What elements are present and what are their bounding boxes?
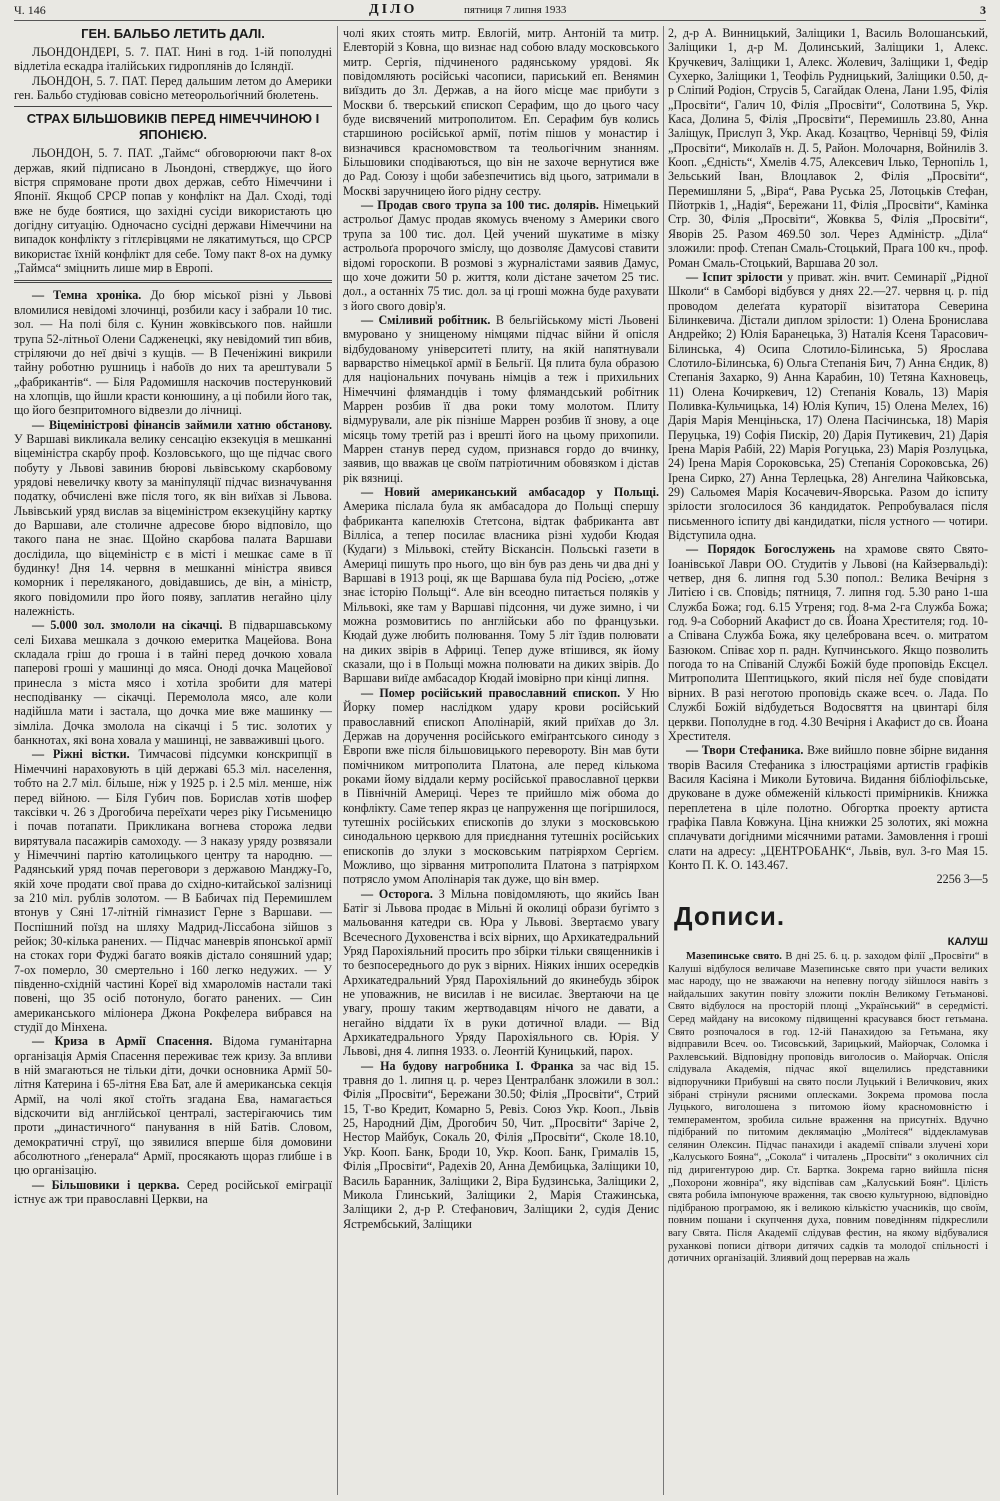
news-item bbox=[14, 1178, 332, 1207]
news-item-lead: — Порядок Богослужень bbox=[686, 542, 836, 557]
news-item-text: за час від 15. травня до 1. липня ц. р. через Централбанк зложили в зол.: Філія „Просвіти“, Бережани 30.50; Філія „Просвіти“, Стрий 15, Т-во Кредит, Комарно 5, Ревіз. Союз Укр. Кооп., Львів 25, Народний Дім, Дрогобич 50, Чит. „Просвіти“ Заріче 2, Нестор Майбук, Сокаль 20, Філія „Просвіти“, Сколе 18.10, Укр. Кооп. Банк, Броди 10, Укр. Кооп. Банк, Грималів 15, Філія „Просвіти“, Радехів 20, Анна Дембицька, Заліщики 10, Василь Баранник, Заліщики 2, Віра Будзинська, Заліщики 2, Микола Глинський, Заліщики 2, Марія Стажинська, Заліщики 2, д-р Р. Стефанович, Заліщики 2, судія Денис Ястрембський, Заліщики bbox=[343, 1058, 659, 1231]
news-item-lead: — Осторога. bbox=[361, 886, 433, 901]
news-item-lead: — Сміливий робітник. bbox=[361, 312, 491, 327]
news-item-lead: — Продав свого трупа за 100 тис. долярів. bbox=[361, 198, 599, 213]
news-item-lead: — Більшовики і церква. bbox=[32, 1177, 180, 1192]
headline-bolsheviks: СТРАХ БІЛЬШОВИКІВ ПЕРЕД НІМЕЧЧИНОЮ І ЯПОНІЄЮ. bbox=[26, 111, 320, 143]
news-item-lead: Мазепинське свято. bbox=[686, 950, 782, 962]
news-item bbox=[343, 313, 659, 485]
page-number: 3 bbox=[980, 3, 986, 17]
news-item-lead: — Криза в Армії Спасення. bbox=[32, 1034, 213, 1049]
news-item bbox=[343, 887, 659, 1059]
news-item bbox=[14, 288, 332, 417]
news-item-text: Вже вийшло повне збірне видання творів Василя Стефаника з ілюстраціями артистів графіків Василя Касіяна і Миколи Бутовича. Видання бібліофільське, друковане в дуже обмеженій кількості примірників. Книжка переплетена в ціле полотно. Обгортка проекту артиста графіка Павла Ковжуна. Ціна книжки 25 золотих, які можна сплачувати догідними місячними ратами. Замовлення і гроші слати на адресу: „ЦЕНТРОБАНК“, Львів, вул. 3-го Мая 15. Конто П. К. О. 143.467. bbox=[668, 743, 988, 872]
news-item-text: У Варшаві викликала велику сенсацію екзекуція в мешканні віцеміністра скарбу проф. Козловського, що ще підчас свого побуту у Львові завинив бюрові львівському скарбовому урядові невеличку квоту за маніпуляції підчас визначування податку, обчислені вже після того, як він виїхав зі Львова. Львівський уряд вислав за віцеміністром екзекуційну картку до Варшави, але столичне адресове бюро відповіло, що такого пана не знає. Щойно скарбова палата Варшави дослідила, що віцеміністр є в місті і мешкає саме в її будинку! Дня 14. червня в мешканні міністра явився коморник і переляканого, довідавшись, де він, а міністр, якого повідомили про його появу, заплатив негайно цілу належність. bbox=[14, 431, 332, 619]
headline-balbo: ГЕН. БАЛЬБО ЛЕТИТЬ ДАЛІ. bbox=[81, 26, 265, 41]
news-item bbox=[343, 1059, 659, 1231]
news-item-text: Відома гуманітарна організація Армія Спасення переживає теж кризу. За впливи в ній змагаються не тільки діти, дочки основника Армії 50-літня Катерина і 65-літня Ева Бат, але й американська секція Армії, на чолі якої стоїть згадана Ева, намагається відскочити від англійської централі, застерігаючись тим проти „династичного“ панування в ній Батів. Словом, демократичні струї, що зявилися вперше біля домовини абсолютного „ґенерала“ Армії, просякають щораз глибше і в цю організацію. bbox=[14, 1034, 332, 1178]
masthead bbox=[14, 0, 986, 21]
ad-code: 2256 3—5 bbox=[936, 872, 988, 887]
article-paragraph: чолі яких стоять митр. Евлогій, митр. Антоній та митр. Елевторій з Ковна, що визнає над собою владу московського митр. Сергія, підчиненого радянському урядові. Як повідомляють російські часописи, париський еп. Венямин виїздить до Зл. Держав, а на його місце має прибути з Москви б. тверський єпископ Серафим, що до цього часу буде висвячений митрополитом. Еп. Серафим був колись старшиною російської армії, потім пішов у монастир і визначився красномовством та теольогічним знанням. Більшовики сподіваються, що він не захоче вернутися вже до Рад. Союзу і щоби забезпечитись від цього, затримали в Москві заручницею його рідну сестру. bbox=[343, 26, 659, 198]
column-divider bbox=[337, 26, 338, 1495]
news-item-lead: — Помер російський православний єпископ. bbox=[361, 685, 621, 700]
news-item-text: В бельгійському місті Льовені вмуровано у знищеному німцями підчас війни й опісля відбудованому університеті плиту, на якій напятнували варварство німецької армії в Бельгії. Ця плита була образою для національних почувань німців а теж і прихильних Німеччині флямандців і тому флямандський робітник Маррен розбив її два роки тому молотом. Плиту відмурували, але рік пізніше Маррен розбив її знову, а оце місяць тому третій раз і врешті його на цьому прихопили. Маррен станув перед судом, признався гордо до вчинку, заявив, що вважав це своїм патріотичним обовязком і дістав рік вязниці. bbox=[343, 312, 659, 485]
news-item-lead: — Новий американський амбасадор у Польщі. bbox=[361, 485, 659, 499]
news-item-lead: — Ріжні вістки. bbox=[32, 747, 130, 762]
news-item-lead: — На будову нагробника І. Франка bbox=[361, 1058, 574, 1073]
news-item bbox=[14, 618, 332, 747]
section-title-dopysy: Дописи. bbox=[674, 900, 786, 931]
news-item-text: у приват. жін. вчит. Семинарії „Рідної Школи“ в Самборі відбувся у днях 22.—27. червня ц. р. під проводом делеґата кураторії візитатора Северина Білинкевича. Дістали диплом зрілости: 1) Олена Бронислава Андрейко; 2) Юлія Баранецька, 3) Наталія Ксеня Тарасович-Білинська, 4) Осипа Слотило-Білинська, 5) Ярослава Слотило-Білинська, 6) Ольга Степанія Бич, 7) Анна Єндик, 8) Степанія Захарко, 9) Анна Карабин, 10) Тетяна Кахновець, 11) Олена Кочиркевич, 12) Степанія Коваль, 13) Марія Поливка-Кульчицька, 14) Юлія Купич, 15) Олена Мелех, 16) Дарія Марія Менціньска, 17) Олена Пасічинська, 18) Марія Перуцька, 19) Софія Пискір, 20) Дарія Путикевич, 21) Дарія Ірена Марія Рабій, 22) Марія Рогуцька, 23) Марія Розлуцька, 24) Ірена Марія Сороковська, 25) Степанія Сороковська, 26) Ірена Сирко, 27) Анна Терлецька, 28) Ангелина Чайковська, 29) Сальомея Марія Косачевич-Яворська. Разом до іспиту зрілости зголосилося 36 кандидаток. Репробувалася після письменного іспиту дві кандидатки, після устного — чотири. Відступила одна. bbox=[668, 269, 988, 543]
news-item-lead: — 5.000 зол. змололи на сікачці. bbox=[32, 618, 223, 633]
news-item bbox=[343, 198, 659, 313]
article-paragraph: 2, д-р А. Винницький, Заліщики 1, Василь Волошанський, Заліщики 1, д-р М. Долинський, Заліщики 1, Алекс. Кручкевич, Заліщики 1, Алекс. Жолевич, Заліщики 1, Федір Сухерко, Заліщики 1, Теофіль Рудницький, Заліщики 0.50, д-р Сліпий Родіон, Струсів 5, Сагайдак Олена, Лани 1.95, Філія „Просвіти“, Галич 10, Філія „Просвіти“, Солотвина 5, Укр. Каса, Долина 5, Філія „Просвіти“, Перемишль 23.80, Анна Заліщук, Прислуп 3, Укр. Акад. Козацтво, Чернівці 59, Філія „Просвіти“, Миколаїв н. Д. 5, Район. Молочарня, Войнилів 3. Кооп. „Єдність“, Хмелів 4.75, Алексевич Ілько, Тернопіль 1, Зельський Іван, Влоцлавок 2, Філія „Просвіти“, Перемишляни 5, „Віра“, Рава Руська 25, Лотоцьків Стефан, Пйотрків 1, „Надія“, Бережани 11, Філія „Просвіти“, Камінка Стр. 30, Філія „Просвіти“, Жовква 5, Філія „Просвіти“, Яворів 25. Разом 469.50 зол. Через Адміністр. „Діла“ зложили: проф. Степан Смаль-Стоцький, Прага 100 кч., проф. Роман Смаль-Стоцький, Варшава 20 зол. bbox=[668, 26, 988, 270]
news-item bbox=[14, 418, 332, 619]
column-3 bbox=[668, 26, 988, 1495]
news-item bbox=[343, 485, 659, 686]
news-item bbox=[343, 686, 659, 887]
news-item-lead: — Твори Стефаника. bbox=[686, 743, 804, 758]
column-2 bbox=[343, 26, 659, 1495]
news-item bbox=[14, 1034, 332, 1177]
news-item bbox=[668, 270, 988, 543]
news-item-text: Америка післала була як амбасадора до Польщі спершу фабриканта капелюхів Стетсона, відтак фабриканта авт Вілліса, а тепер посилає власника різні худоби Кюдая (Кудаги) з Мільвокі, стейту Віскансін. Польські газети в Америці пишуть про нього, що він був раз день чи два дні у Варшаві в 1913 році, як ще Варшава була під Росією, „отже знає історію Польщі“. Але він всеодно питається поляків у Мільвокі, яке там у Варшаві підсоння, чи дуже зимно, і чи можна розмовитись по англійськи або по французьки. Кюдай дуже любить полювання. Тому 5 літ їздив полювати на диких звірів в Африці. Тепер дуже втішився, як йому сказали, що і в Польщі можна полювати на диких звірів. До Варшави виїде амбасадор Кюдай імовірно при кінці липня. bbox=[343, 499, 659, 686]
article-paragraph: ЛЬОНДОН, 5. 7. ПАТ. „Таймс“ обговорюючи пакт 8-ох держав, який підписано в Льондоні, стверджує, що його вістря спрямоване проти двох держав, себто Німеччини і Японії. Якщоб СРСР попав у конфлікт на Дал. Сході, тоді вже не буде боятися, що західні сусіди використають цю догідну ситуацію. Одночасно сусідні держави Німеччини на випадок конфлікту з гітлєрівцями не лякатимуться, що СРСР використає їхній конфлікт для себе. Тому пакт 8-ох на думку „Таймса“ зміцнить лише мир в Европі. bbox=[14, 146, 332, 276]
news-item bbox=[14, 747, 332, 1034]
news-item-text: У Ню Йорку помер наслідком удару крови російський православний єпископ Аполінарій, який приїхав до Зл. Держав на доручення російського еміґрантського синоду з Европи вже після більшовицького перевороту. Він мав бути помічником митрополита Платона, але перед кількома роками йому віддали керму російської православної церкви в Північній Америці. Через те прийшло між обома до конфлікту. Саме тепер якраз це напруження ще погіршилося, тутешніх російських єпископів до злуки з московською синодальною церквою для приєднання тутешніх російських епископів до злуки з московським патріярхом Сергієм. Можливо, що зірвання митрополита Платона з патріярхом потрясло умом Аполінарія так дуже, що він вмер. bbox=[343, 685, 659, 887]
article-divider bbox=[14, 106, 332, 107]
news-item-lead: — Іспит зрілости bbox=[686, 269, 783, 284]
section-divider bbox=[14, 280, 332, 283]
news-item-text: Німецький астрольоґ Дамус продав якомусь вченому з Америки свого трупа за 100 тис. дол. Цей учений шукатиме в мізку астрольоґа пророчого зміслу, що дозволяє Дамусові ставити відомі гороскопи. В розмові з журналістами заявив Дамус, що хоче дожити 50 р. життя, коли дістане зачетом 25 тис. дол., а останніх 75 тис. дол. за ці гроші можна буде рахувати з його свого довір'я. bbox=[343, 198, 659, 313]
news-item-text: До бюр міської різні у Львові вломилися невідомі злочинці, розбили касу і забрали 10 тис. зол. — На полі біля с. Кунин жовківського пов. найшли трупа 52-літньої Олени Садженецкі, яку невідомий тип вбив, стріляючи до неї двічі з кущів. — В Печеніжині викрили тайну роботню рушниць і набоїв до них та арештували 5 „фабрикантів“. — Біля Радомишля наскочив постерунковий на хлопців, що йшли красти конюшину, а ці побили його так, що його безпритомного відвезли до лічниці. bbox=[14, 288, 332, 418]
news-item-text: В дні 25. 6. ц. р. заходом філії „Просвіти“ в Калуші відбулося величаве Мазепинське свято при участи великих мас народу, що не зважаючи на непевну погоду зійшлося навіть з найдальших закутин повіту зложити поклін Великому Гетьманові. Свято відбулося на просторій площі „Український“ в середмісті. Серед майдану на високому підвищенні красувався бюст гетьмана. Свято розпочалося в год. 12-ій Панахидою за Гетьмана, яку відправили Всеч. оо. Тисовський, Зарицький, Майорчак, Соломка і Рахлевський. Відповідну проповідь виголосив о. Майорчак. Опісля слідувала Академія, підчас якої вщелились представники відпоручники Прибувші на свято посли Луцький і Величкович, яких зібрані стрінули рясними оплесками. Зокрема промова посла Луцького, виголошена з питомою йому красномовністю і темпераментом, зробила сильне враження на присутніх. Вдучно підібраний по питомим деклямацію „Молітеся“ віддекламував селянин Олексин. Підчас панахиди і академії співали злучені хори „Калуського Бояна“, „Сокола“ і читалень „Просвіти“ з околичних сіл під диригентурою дир. Ст. Бартка. Зокрема гарно вийшла пісня „Похорони жовніра“, яку відспівав сам „Калуський Боян“. Цілість свята робила імпонуюче враження, так своєю культурною, відповідно підібраною програмою, як і великою кількістю учасників, що своїм, повним пошани і скупчення духа, повним поведінням підкреслили вагу Свята. Після Академії слідував фестин, на якому відбувалися руханкові пописи дітвори дитячих садків та молодої спільності і дотичних організацій. Злиявий дощ перервав на жаль bbox=[668, 950, 988, 1265]
news-item-text: Тимчасові підсумки конскрипції в Німеччині нараховують в цій державі 65.3 міл. населення, тобто на 2.7 міл. більше, ніж у 1925 р. і 2.5 міл. менше, ніж перед війною. — Біля Губич пов. Борислав хотів шофер таксівки ч. 26 з Дрогобича переїхати через ріку Гисьменицю і почав потапати. Прикликана вогнева сторожа ледви вирятувала пасажирів самоходу. — З наказу уряду розвязали у Німеччині партію католицького центру та народню. — Радянський уряд почав переговори з державою Манджу-Го, якій хоче продати свої права до східно-китайської залізниці за 210 міл. рублів золотом. — В Бабичах під Перемишлем втонув у Сяні 17-літній гімназист Герне з Варшави. — Поспішний поїзд на шляху Мадрид-Ліссабона зійшов з рейок; 30-кілька ранених. — Підчас маневрів японської армії на стоках гори Фуджі багато вояків дістало соняшний удар; 7-ох померло, 30 смертельно і 160 легко недужих. — У південно-східній частині Кореї від хмароломів настали такі повені, що 35 осіб потонуло, богато ранених. — Син американського міліонера Джона Рокфелера вибрався на студії до Мінхена. bbox=[14, 747, 332, 1034]
column-divider bbox=[663, 26, 664, 1495]
newspaper-title: ДІЛО bbox=[369, 2, 418, 17]
dateline: КАЛУШ bbox=[947, 935, 988, 948]
issue-date: пятниця 7 липня 1933 bbox=[464, 4, 567, 16]
news-item bbox=[668, 951, 988, 1266]
news-item bbox=[668, 743, 988, 872]
issue-number: Ч. 146 bbox=[14, 3, 46, 17]
news-item-text: на храмове свято Свято-Іоанівської Лаври ОО. Студитів у Львові (на Кайзервальді): четвер, дня 6. липня год 5.30 попол.: Велика Вечірня з Литією і св. Сповідь; пятниця, 7. липня год. 5.30 рано 1-ша Служба Божа; год. 6.15 Утреня; год. 8-ма 2-га Служба Божа; год. 9-а Соборний Акафист до св. Йоана Хрестителя; год. 10-а Співана Служба Божа, яку целебрована всеч. о. митратом Базюком. Співає хор п. радн. Купчинського. Якщо позволить погода то на Співаній Службі Божій буде проповідь Ексцел. Митрополита Шептицького, який після неї буде сповідати вірних. В разі неготою проповідь скаже всеч. о. Лада. По Службі Божій відбудеться Водосвяття на цвинтарі біля церкви. Пополудне в год. 4.30 Вечірня і Акафист до св. Йоана Хрестителя. bbox=[668, 542, 988, 743]
news-item-text: Серед російської еміграції істнує аж три православні Церкви, на bbox=[14, 1177, 332, 1207]
news-item-text: З Мільна повідомляють, що якийсь Іван Батіг зі Львова продає в Мільні й околиці образи бугімто з мальовання катедри св. Юра у Львові. Звертаємо увагу Всечесного Духовенства і всіх вірних, що Архикатедральний Уряд Парохіяльний просить про збірки тільки священників і то безпосереднього до рук з вірних. Ніяких інших осередків Архикатедральний Уряд Парохіяльний до якинебудь збірок не уповажнив, не висилав і не висилає. Звертаючи на це увагу, прошу таким жертводавцям нічого не давати, а негайно віддати їх в руки дотичної влади. — Від Архикатедрального Уряду Парохіяльного св. Юрія. У Львові, дня 4. липня 1933. о. Леонтій Куницький, парох. bbox=[343, 886, 659, 1059]
column-1 bbox=[14, 26, 332, 1495]
article-paragraph: ЛЬОНДОНДЕРІ, 5. 7. ПАТ. Нині в год. 1-ій пополудні відлетіла ескадра італійських гидроплянів до Ісляндії. bbox=[14, 45, 332, 74]
news-item bbox=[668, 542, 988, 743]
news-item-lead: — Темна хроніка. bbox=[32, 288, 142, 303]
news-item-lead: — Віцеміністрові фінансів займили хатню обстанову. bbox=[32, 417, 332, 432]
article-paragraph: ЛЬОНДОН, 5. 7. ПАТ. Перед дальшим летом до Америки ген. Бальбо студіював совісно метеорольоґічний бюлетень. bbox=[14, 73, 332, 103]
news-item-text: В підваршавському селі Бихава мешкала з дочкою емеритка Мацейова. Вона складала гріш до гроша і в тайні перед дочкою ховала паперові гроші у машинці до мяса. Оноді дочка Мацейової принесла з міста мясо і хотіла зробити для матері несподіванку — сікачці. Перемолола мясо, але коли надійшла мати і застала, що дочка мие вже машинку — зімліла. Дочка змолола на сікачці і 5 тис. золотих у банкнотах, які вона ховала у машинці, не завважившi цього. bbox=[14, 618, 332, 748]
